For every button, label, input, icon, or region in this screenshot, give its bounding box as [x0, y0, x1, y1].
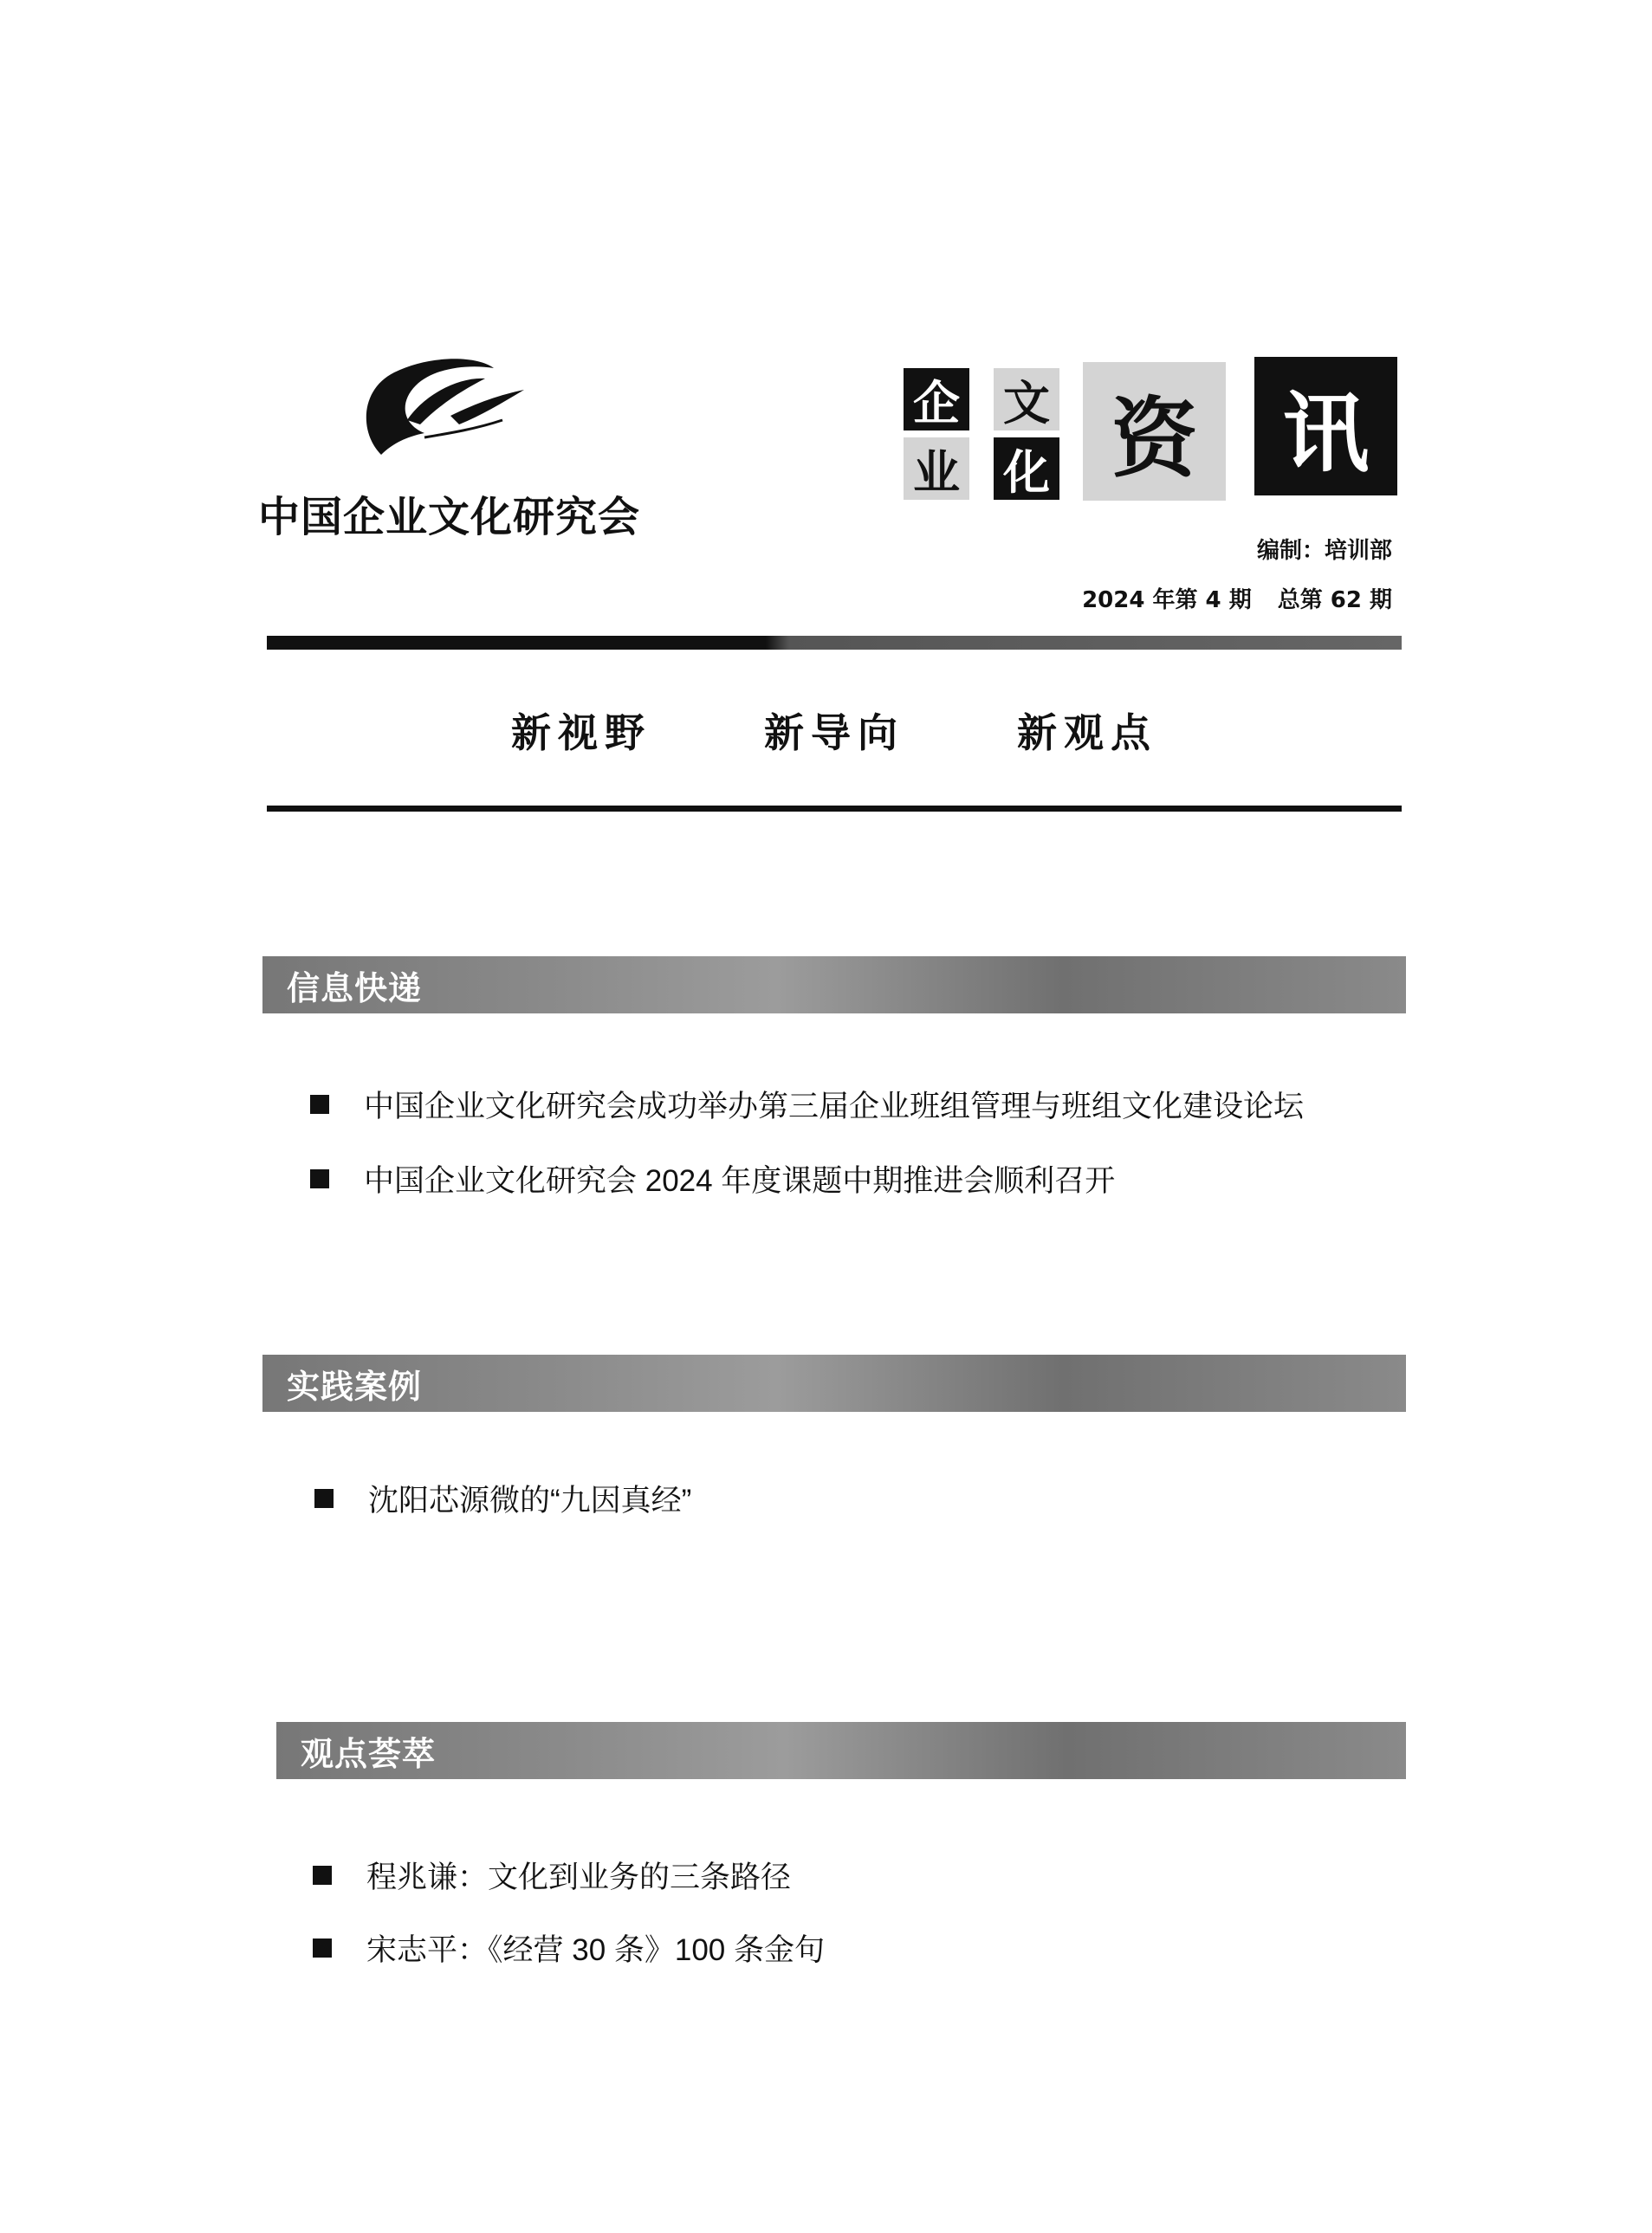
bullet-square-icon: [314, 1489, 334, 1508]
list-item[interactable]: [310, 1083, 1304, 1126]
masthead-char-hua: 化: [994, 437, 1059, 500]
slogan-1: 新视野: [511, 709, 651, 756]
masthead-char-wen: 文: [994, 368, 1059, 430]
list-item-text: 程兆谦：文化到业务的三条路径: [366, 1861, 792, 1894]
section-title: 信息快递: [287, 968, 423, 1007]
section-title: 观点荟萃: [301, 1734, 437, 1773]
section-title: 实践案例: [287, 1367, 423, 1406]
slogan-3: 新观点: [1017, 709, 1157, 756]
top-divider: [267, 636, 1402, 650]
bullet-square-icon: [313, 1939, 332, 1958]
list-item-text: 宋志平：《经营 30 条》100 条金句: [366, 1933, 826, 1967]
bullet-square-icon: [310, 1095, 329, 1114]
org-logo-icon: [355, 351, 528, 463]
slogan-2: 新导向: [764, 709, 904, 756]
masthead-char-qi: 企: [904, 368, 969, 430]
section-bar-viewpoints: [276, 1722, 1406, 1779]
issue-number: 2024 年第 4 期: [1082, 587, 1252, 613]
editor-credit: 编制：培训部: [1256, 538, 1392, 564]
masthead-char-zi: 资: [1083, 362, 1226, 501]
list-item-text: 中国企业文化研究会 2024 年度课题中期推进会顺利召开: [364, 1164, 1116, 1198]
list-item[interactable]: [310, 1157, 1115, 1201]
list-item[interactable]: [313, 1854, 791, 1897]
masthead-char-ye: 业: [904, 437, 969, 500]
slogan-row: [267, 702, 1402, 759]
total-issue-number: 总第 62 期: [1277, 587, 1392, 613]
masthead-char-xun: 讯: [1254, 357, 1397, 495]
slogan-divider: [267, 806, 1402, 812]
org-name: 中国企业文化研究会: [258, 493, 641, 541]
list-item-text: 中国企业文化研究会成功举办第三届企业班组管理与班组文化建设论坛: [364, 1090, 1305, 1123]
list-item-text: 沈阳芯源微的“九因真经”: [368, 1484, 692, 1518]
issue-info: [1082, 582, 1392, 614]
bullet-square-icon: [313, 1866, 332, 1885]
section-bar-cases: [262, 1355, 1406, 1412]
section-bar-news: [262, 956, 1406, 1013]
list-item[interactable]: [314, 1477, 691, 1520]
list-item[interactable]: [313, 1926, 825, 1970]
bullet-square-icon: [310, 1169, 329, 1188]
